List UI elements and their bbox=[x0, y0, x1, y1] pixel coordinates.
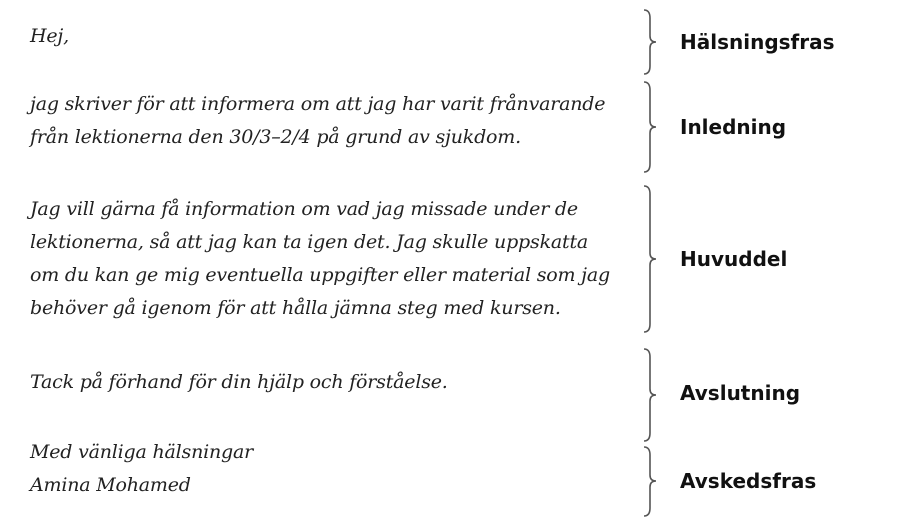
body-brace bbox=[640, 184, 670, 334]
body-block bbox=[30, 193, 610, 325]
introduction-label: Inledning bbox=[680, 115, 787, 139]
body-line: lektionerna, så att jag kan ta igen det. Jag skulle uppskatta bbox=[30, 231, 589, 253]
body-line: om du kan ge mig eventuella uppgifter eller material som jag bbox=[30, 264, 610, 286]
introduction-block bbox=[30, 88, 605, 154]
greeting-line: Hej, bbox=[30, 25, 69, 47]
conclusion-label: Avslutning bbox=[680, 381, 801, 405]
conclusion-block bbox=[30, 366, 448, 399]
signature-line: Amina Mohamed bbox=[30, 474, 191, 496]
introduction-brace bbox=[640, 80, 670, 174]
introduction-line: från lektionerna den 30/3–2/4 på grund av sjukdom. bbox=[30, 126, 521, 148]
greeting-block bbox=[30, 20, 69, 53]
farewell-brace bbox=[640, 445, 670, 518]
greeting-label: Hälsningsfras bbox=[680, 30, 835, 54]
body-label: Huvuddel bbox=[680, 247, 788, 271]
introduction-line: jag skriver för att informera om att jag har varit frånvarande bbox=[30, 93, 606, 115]
farewell-label: Avskedsfras bbox=[680, 469, 817, 493]
farewell-block bbox=[30, 436, 253, 502]
farewell-line: Med vänliga hälsningar bbox=[30, 441, 253, 463]
body-line: behöver gå igenom för att hålla jämna steg med kursen. bbox=[30, 297, 561, 319]
conclusion-line: Tack på förhand för din hjälp och förståelse. bbox=[30, 371, 448, 393]
conclusion-brace bbox=[640, 347, 670, 443]
body-line: Jag vill gärna få information om vad jag missade under de bbox=[30, 198, 578, 220]
greeting-brace bbox=[640, 8, 670, 76]
